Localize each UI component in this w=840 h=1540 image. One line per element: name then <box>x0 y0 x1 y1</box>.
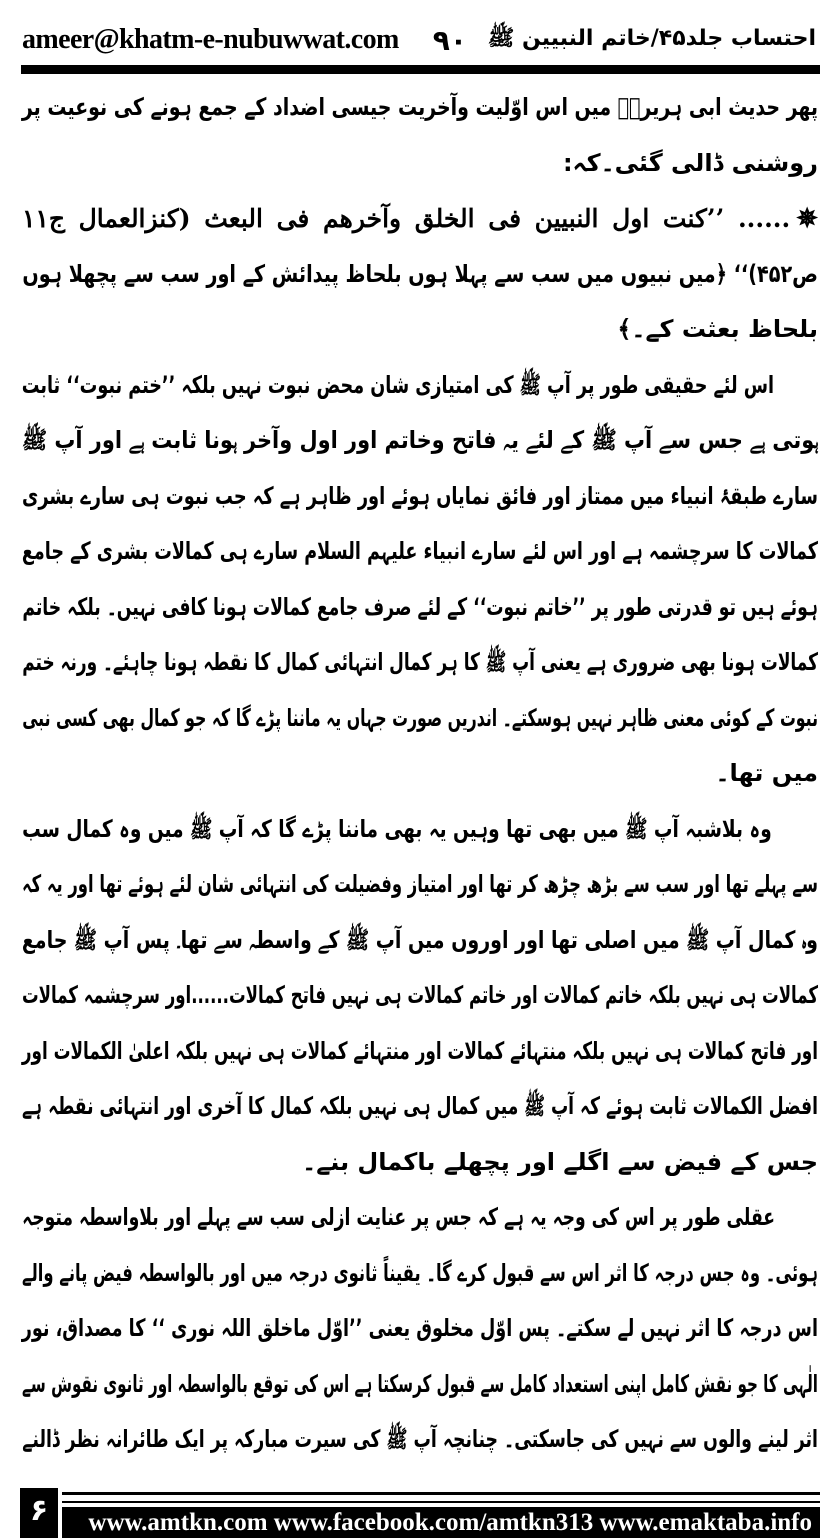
text-line: ہوتی ہے جس سے آپ ﷺ کے لئے یہ فاتح وخاتم اور اول وآخر ہونا ثابت ہے اور آپ ﷺ <box>21 426 818 454</box>
text-line: کمالات ہونا بھی ضروری ہے یعنی آپ ﷺ کا ہر کمال انتہائی کمال کا نقطہ ہونا چاہئے۔ ورنہ ختم <box>22 648 818 676</box>
text-line: پھر حدیث ابی ہریرہؓ میں اس اوّلیت وآخریت جیسی اضداد کے جمع ہونے کی نوعیت پر <box>21 93 818 121</box>
hadith-text: ...... ’’کنت اول النبیین فی الخلق وآخرھم فی البعث (کنزالعمال ج۱۱ <box>22 204 791 233</box>
star-icon: ✵ <box>796 204 818 234</box>
footer-page-number: ۶ <box>20 1488 58 1538</box>
text-line: اور فاتح کمالات ہی نہیں بلکہ منتہائے کمالات اور منتہائے کمالات ہی نہیں بلکہ اعلیٰ الکمالات اور <box>21 1036 818 1065</box>
text-line: نبوت کے کوئی معنی ظاہر نہیں ہوسکتے۔ اندریں صورت جہاں یہ ماننا پڑے گا کہ جو کمال بھی کسی نبی <box>22 703 818 732</box>
paragraph-start-line: عقلی طور پر اس کی وجہ یہ ہے کہ جس پر عنایت ازلی سب سے پہلے اور بلاواسطہ متوجہ <box>22 1203 776 1231</box>
hadith-line <box>22 191 818 247</box>
text-line: بلحاظ بعثت کے۔﴾ <box>617 315 818 343</box>
text-line: روشنی ڈالی گئی۔کہ: <box>562 148 818 177</box>
text-line: سے پہلے تھا اور سب سے بڑھ چڑھ کر تھا اور امتیاز وفضیلت کی انتہائی شان لئے ہوئے تھا اور یہ کہ <box>22 870 819 898</box>
header-row <box>22 18 816 62</box>
text-line: کمالات ہی نہیں بلکہ خاتم کمالات اور خاتم کمالات ہی نہیں فاتح کمالات......اور سرچشمہ کمالات <box>21 981 819 1009</box>
paragraph-start-line: اس لئے حقیقی طور پر آپ ﷺ کی امتیازی شان محض نبوت نہیں بلکہ ’’ختم نبوت‘‘ ثابت <box>21 370 775 399</box>
text-line: جس کے فیض سے اگلے اور پچھلے باکمال بنے۔ <box>302 1147 818 1176</box>
footer-links: www.amtkn.com www.facebook.com/amtkn313 www.emaktaba.info <box>62 1507 820 1538</box>
text-line: الٰہی کا جو نقش کامل اپنی استعداد کامل سے قبول کرسکتا ہے اس کی توقع بالواسطہ اور ثانوی نقوش سے <box>22 1369 818 1398</box>
text-line: وہ کمال آپ ﷺ میں اصلی تھا اور اوروں میں آپ ﷺ کے واسطہ سے تھا۔ پس آپ ﷺ جامع <box>21 925 819 954</box>
text-line: ہوئی۔ وہ جس درجہ کا اثر اس سے قبول کرے گا۔ یقیناً ثانوی درجہ میں اور بالواسطہ فیض پانے والے <box>21 1258 818 1287</box>
text-line: اثر لینے والوں سے نہیں کی جاسکتی۔ چنانچہ آپ ﷺ کی سیرت مبارکہ پر ایک طائرانہ نظر ڈالنے <box>22 1425 818 1453</box>
text-line: کمالات کا سرچشمہ ہے اور اس لئے سارے انبیاء علیہم السلام سارے ہی کمالات بشری کے جامع <box>21 537 818 565</box>
footer-rule <box>62 1501 820 1503</box>
header-book-title: احتساب جلد۴۵/خاتم النبیین ﷺ <box>487 26 816 51</box>
text-line: افضل الکمالات ثابت ہوئے کہ آپ ﷺ میں کمال ہی نہیں بلکہ کمال کا آخری اور انتہائی نقطہ ہے <box>22 1092 818 1120</box>
text-line: میں تھا۔ <box>715 759 818 787</box>
body-text <box>22 80 818 1468</box>
text-line: ص۴۵۲)‘‘ ﴿میں نبیوں میں سب سے پہلا ہوں بلحاظ پیدائش کے اور سب سے پچھلا ہوں <box>22 259 818 288</box>
text-line: اس درجہ کا اثر نہیں لے سکتے۔ پس اوّل مخلوق یعنی ’’اوّل ماخلق اللہ نوری ‘‘ کا مصداق، نور <box>21 1314 818 1342</box>
text-line: سارے طبقۂ انبیاء میں ممتاز اور فائق نمایاں ہوئے اور ظاہر ہے کہ جب نبوت ہی سارے بشری <box>22 481 819 510</box>
header-divider <box>21 65 820 74</box>
footer-rule <box>62 1492 820 1495</box>
header-email: ameer@khatm-e-nubuwwat.com <box>22 24 399 55</box>
text-line: ہوئے ہیں تو قدرتی طور پر ’’خاتم نبوت‘‘ کے لئے صرف جامع کمالات ہونا کافی نہیں۔ بلکہ خاتم <box>22 592 818 621</box>
paragraph-start-line: وہ بلاشبہ آپ ﷺ میں بھی تھا وہیں یہ بھی ماننا پڑے گا کہ آپ ﷺ میں وہ کمال سب <box>22 814 772 843</box>
header-page-number: ۹۰ <box>432 23 467 57</box>
